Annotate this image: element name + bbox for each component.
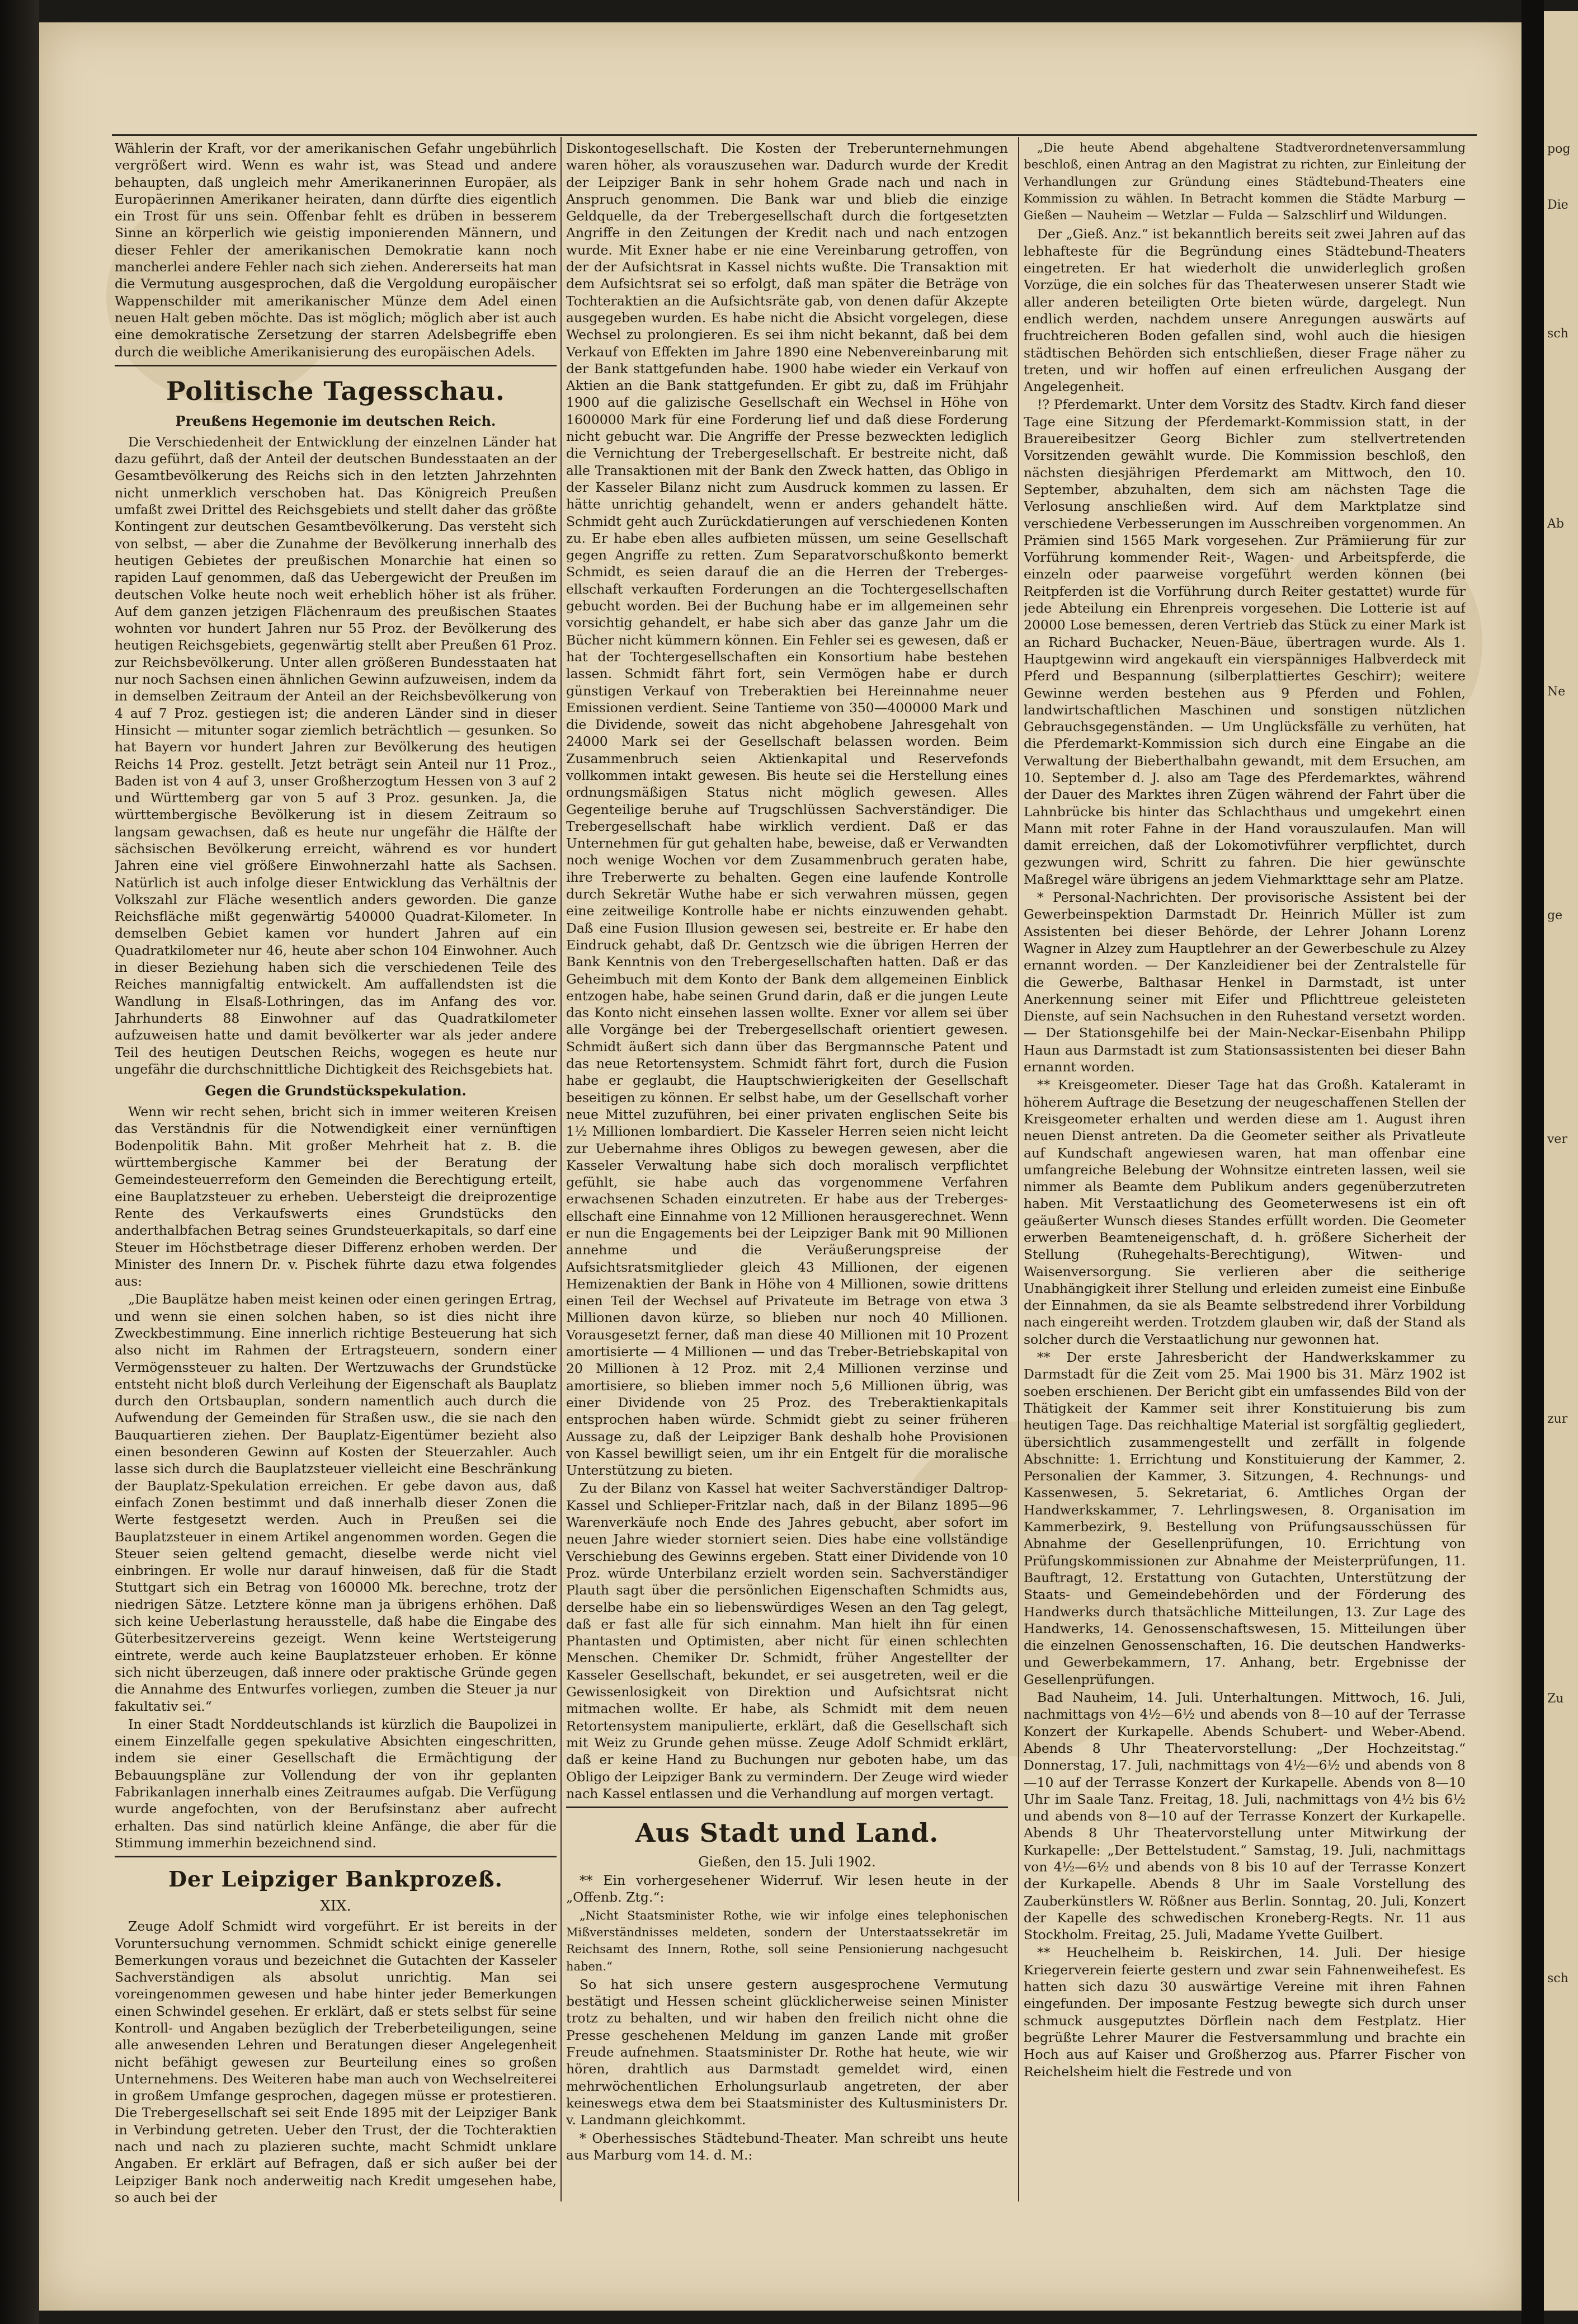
section-rule [115, 365, 557, 366]
section-heading-politische-tagesschau: Politische Tagesschau. [166, 375, 505, 406]
article-paragraph: Bad Nauheim, 14. Juli. Unterhaltungen. Mittwoch, 16. Juli, nachmittags von 4½—6½ und abends von 8—10 auf der Terrasse Konzert der Kurkapelle. Abends Schubert- und Weber-Abend. Abends 8 Uhr Theatervorstellung: „Der Hochzeitstag.“ Donnerstag, 17. Juli, nachmittags von 4½—6½ und abends von 8—10 auf der Terrasse Konzert der Kurkapelle. Abends von 8—10 Uhr im Saale Tanz. Freitag, 18. Juli, nachmittags von 4½ bis 6½ und abends von 8—10 auf der Terrasse Konzert der Kurkapelle. Abends 8 Uhr Theatervorstellung unter Mitwirkung der Kurkapelle: „Der Bettelstudent.“ Samstag, 19. Juli, nachmittags von 4½—6½ und abends von 8 bis 10 auf der Terrasse Konzert der Kurkapelle. Abends 8 Uhr im Saale Vorstellung des Zauberkünstlers W. Rößner aus Berlin. Sonntag, 20. Juli, Konzert der Kapelle des schwedischen Kroneberg-Regts. Nr. 11 aus Stockholm. Freitag, 25. Juli, Madame Yvette Guilbert. [1024, 1690, 1466, 1943]
article-paragraph: Zu der Bilanz von Kassel hat weiter Sachverständiger Daltrop-Kassel und Schlieper-Fritzlar nach, daß in der Bilanz 1895—96 Warenverkäufe noch Ende des Jahres gebucht, aber sofort im neuen Jahre wieder storniert seien. Dies habe eine vollständige Verschiebung des Gewinns ergeben. Statt einer Dividende von 10 Proz. würde Unterbilanz erzielt worden sein. Sachverständiger Plauth sagt über die persönlichen Eigenschaften Schmidts aus, derselbe habe ein so liebenswürdiges Wesen an den Tag gelegt, daß er fast alle für sich einnahm. Man hielt ihn für einen Phantasten und Optimisten, aber nicht für einen schlechten Menschen. Chemiker Dr. Schmidt, früher Angestellter der Kasseler Gesellschaft, bekundet, er sei ausgetreten, weil er die Gewissenlosigkeit von Direktion und Aufsichtsrat nicht mitmachen wollte. Er habe, als Schmidt mit dem neuen Retortensystem manipulierte, erklärt, daß die Gesellschaft sich mit Weiz zu Grunde gehen müsse. Zeuge Adolf Schmidt erklärt, daß er keine Hand zu Buchungen nur geboten habe, um das Obligo der Leipziger Bank zu vermindern. Der Zeuge wird wieder nach Kassel entlassen und die Verhandlung auf morgen vertagt. [566, 1480, 1008, 1801]
column-1 [115, 140, 557, 2210]
adjacent-page-edge [1544, 11, 1578, 2311]
article-quote: „Die heute Abend abgehaltene Stadtverordnetenversammlung beschloß, einen Antrag an den Magistrat zu richten, zur Einleitung der Verhandlungen zur Gründung eines Städtebund-Theaters eine Kommission zu wählen. In Betracht kommen die Städte Marburg — Gießen — Nauheim — Wetzlar — Fulda — Salzschlirf und Wildungen. [1024, 141, 1466, 223]
article-continuation: Wählerin der Kraft, vor der amerikanischen Gefahr ungebührlich vergrößert wird. Wenn es wahr ist, was Stead und andere behaupten, daß ungleich mehr Amerikanerinnen Europäer, als Europäerinnen Amerikaner heiraten, dann dürfte dies eigentlich ein Trost für uns sein. Offenbar fehlt es drüben in besserem Sinne an körperlich wie geistig imponierenden Männern, und dieser Fehler der amerikanischen Demokratie kann noch mancherlei andere Fehler nach sich ziehen. Andererseits hat man die Vermutung ausgesprochen, daß die Vergoldung europäischer Wappenschilder mit amerikanischer Münze dem Adel einen neuen Halt geben möchte. Das ist möglich; möglich aber ist auch eine demokratische Zersetzung der starren Adelsbegriffe eben durch die weibliche Amerikanisierung des europäischen Adels. [115, 140, 557, 360]
adjacent-page-fragment: Die [1547, 198, 1568, 212]
article-paragraph: !? Pferdemarkt. Unter dem Vorsitz des Stadtv. Kirch fand dieser Tage eine Sitzung der Pferdemarkt-Kommission statt, in der Brauereibesitzer Georg Bichler zum stellvertretenden Vorsitzenden gewählt wurde. Die Kommission beschloß, den nächsten diesjährigen Pferdemarkt am Mittwoch, den 10. September, abzuhalten, dem sich am nächsten Tage die Verlosung anschließen wird. Auf dem Marktplatze sind verschiedene Verbesserungen im Ausschreiben vorgenommen. An Prämien sind 1565 Mark vorgesehen. Zur Prämiierung für zur Vorführung kommender Reit-, Wagen- und Arbeitspferde, die einzeln oder paarweise vorgeführt werden können (bei Reitpferden ist die Vorführung durch Reiter gestattet) wurde für jede Abteilung ein Ehrenpreis vorgesehen. Die Lotterie ist auf 20000 Lose bemessen, deren Vertrieb das Stück zu einer Mark ist an Richard Buchacker, Neuen-Bäue, übertragen wurde. Als 1. Hauptgewinn wird angekauft ein vierspänniges Halbverdeck mit Pferd und Bespannung (silberplattiertes Geschirr); weitere Gewinne werden bestehen aus 9 Pferden und Fohlen, landwirtschaftlichen Maschinen und sonstigen nützlichen Gebrauchsgegenständen. — Um Unglücksfälle zu verhüten, hat die Pferdemarkt-Kommission sich durch eine Eingabe an die Verwaltung der Bieberthalbahn gewandt, mit dem Ersuchen, am 10. September d. J. also am Tage des Pferdemarktes, während der Dauer des Marktes ihren Zügen während der Fahrt über die Lahnbrücke bis hinter das Schlachthaus und umgekehrt einen Mann mit roter Fahne in der Hand vorauszulaufen. Man will damit erreichen, daß der Lokomotivführer verpflichtet, durch gezwungen wird, Schritt zu fahren. Die hier gewünschte Maßregel wäre übrigens an jedem Viehmarkttage sehr am Platze. [1024, 397, 1466, 887]
article-paragraph: ** Heuchelheim b. Reiskirchen, 14. Juli. Der hiesige Kriegerverein feierte gestern und zwar sein Fahnenweihefest. Es hatten sich dazu 30 auswärtige Vereine mit ihren Fahnen eingefunden. Der imposante Festzug bewegte sich durch unser schmuck ausgeputztes Dörflein nach dem Festplatz. Hier begrüßte Lehrer Maurer die Festversammlung und brachte ein Hoch aus auf Kaiser und Großherzog aus. Pfarrer Fischer von Reichelsheim hielt die Festrede und von [1024, 1945, 1466, 2080]
adjacent-page-fragment: sch [1547, 1972, 1568, 1986]
adjacent-page-fragment: pog [1547, 142, 1571, 156]
adjacent-page-fragment: Ab [1547, 517, 1564, 531]
article-paragraph: Wenn wir recht sehen, bricht sich in immer weiteren Kreisen das Verständnis für die Notwendigkeit einer vernünftigen Bodenpolitik Bahn. Mit großer Mehrheit hat z. B. die württembergische Kammer bei der Beratung der Gemeindesteuerreform den Gemeinden die Berechtigung erteilt, eine Bauplatzsteuer zu erheben. Uebersteigt die dreiprozentige Rente des Verkaufswerts eines Grundstücks den anderthalbfachen Betrag seines Grundsteuerkapitals, so darf eine Steuer im Höchstbetrage dieser Differenz erhoben werden. Der Minister des Innern Dr. v. Pischek führte dazu etwa folgendes aus: [115, 1104, 557, 1290]
adjacent-page-fragment: Ne [1547, 685, 1566, 699]
article-paragraph: * Oberhessisches Städtebund-Theater. Man schreibt uns heute aus Marburg vom 14. d. M.: [566, 2130, 1008, 2163]
article-quote: „Nicht Staatsminister Rothe, wie wir infolge eines telephonischen Mißverständnisses meldeten, sondern der Unterstaatssekretär im Reichsamt des Innern, Rothe, soll seine Pensionierung nachgesucht haben.“ [566, 1908, 1008, 1973]
column-2 [566, 140, 1008, 2210]
article-continuation: Diskontogesellschaft. Die Kosten der Treberunternehmungen waren höher, als vorauszusehen war. Dadurch wurde der Kredit der Leipziger Bank in sehr hohem Grade nach und nach in Anspruch genommen. Die Bank war und blieb die einzige Geldquelle, da der Trebergesellschaft durch die fortgesetzten Angriffe in den Zeitungen der Kredit nach und nach entzogen wurde. Mit Exner habe er nie eine Vereinbarung getroffen, von der der Aufsichtsrat in Kassel nichts wußte. Die Transaktion mit dem Aufsichtsrat sei so erfolgt, daß man später die Beträge von Tochteraktien an die Aufsichtsräte gab, von denen dafür Akzepte ausgegeben wurden. Es habe nicht die Absicht vorgelegen, diese Wechsel zu prolongieren. Es sei ihm nicht bekannt, daß bei dem Verkauf von Effekten im Jahre 1890 eine Nebenvereinbarung mit der Bank stattgefunden habe. 1900 habe wieder ein Verkauf von Aktien an die Bank stattgefunden. Er gibt zu, daß im Frühjahr 1900 auf die galizische Gesellschaft ein Wechsel in Höhe von 1600000 Mark für eine Forderung lief und daß diese Forderung nicht gebucht war. Die Angriffe der Presse bezweckten lediglich die Vernichtung der Trebergesellschaft. Er bestreite nicht, daß alle Transaktionen mit der Bank den Zweck hatten, das Obligo in der Kasseler Bilanz nicht zum Ausdruck kommen zu lassen. Er hätte unrichtig gehandelt, wenn er anders gehandelt hätte. Schmidt geht auch Zurückdatierungen auf verschiedenen Konten zu. Er habe eben alles aufbieten müssen, um seine Gesellschaft gegen Angriffe zu retten. Zum Separatvorschußkonto bemerkt Schmidt, es seien darauf die an die Herren der Trebergesellschaft verkauften Forderungen an die Tochtergesellschaften gebucht worden. Bei der Buchung habe er im allgemeinen sehr vorsichtig gehandelt, er habe sich aber das ganze Jahr um die Bücher nicht kümmern können. Ein Fehler sei es gewesen, daß er hat der Tochtergesellschaften ein Konsortium habe bestehen lassen. Schmidt fährt fort, sein Vermögen habe er durch günstigen Verkauf von Treberaktien bei Hereinnahme neuer Emissionen verdient. Seine Tantieme von 350—400000 Mark und die Dividende, soweit das nicht abgehobene Jahresgehalt von 24000 Mark sei der Gesellschaft belassen worden. Beim Zusammenbruch seien Aktienkapital und Reservefonds vollkommen intakt gewesen. Bis heute sei die Herstellung eines ordnungsmäßigen Status nicht möglich gewesen. Alles Gegenteilige beruhe auf Trugschlüssen Sachverständiger. Die Trebergesellschaft habe wirklich verdient. Daß er das Unternehmen für gut gehalten habe, beweise, daß er Verwandten noch wenige Wochen vor dem Zusammenbruch geraten habe, ihre Treberwerte zu behalten. Gegen eine laufende Kontrolle durch Sekretär Wuthe habe er sich verwahren müssen, gegen eine zeitweilige Kontrolle habe er nichts einzuwenden gehabt. Daß eine Fusion Illusion gewesen sei, bestreite er. Er habe den Eindruck gehabt, daß Dr. Gentzsch wie die übrigen Herren der Bank Kenntnis von den Trebergesellschaften hatten. Daß er das Geheimbuch mit dem Konto der Bank dem allgemeinen Einblick entzogen habe, habe seinen Grund darin, daß er die jungen Leute das Konto nicht einsehen lassen wollte. Exner vor allem sei über alle Vorgänge bei der Trebergesellschaft orientiert gewesen. Schmidt äußert sich dann über das Bergmannsche Patent und das neue Retortensystem. Schmidt fährt fort, durch die Fusion habe er geglaubt, die Hauptschwierigkeiten der Gesellschaft beseitigen zu können. Er selbst habe, um der Gesellschaft vorher neue Mittel zuzuführen, bei einer privaten englischen Seite bis 1½ Millionen lombardiert. Die Kasseler Herren seien nicht leicht zur Uebernahme ihres Obligos zu bewegen gewesen, aber die Kasseler Verwaltung habe sich doch moralisch verpflichtet gefühlt, sie habe auch das vorgenommene Verfahren erwachsenen Schaden einzutreten. Er habe aus der Trebergesellschaft eine Einnahme von 12 Millionen herausgerechnet. Wenn er nun die Engagements bei der Leipziger Bank mit 90 Millionen annehme und die Veräußerungspreise der Aufsichtsratsmitglieder gleich 43 Millionen, der eigenen Hemizenaktien der Bank in Höhe von 4 Millionen, sowie drittens einen Teil der Wechsel auf Privateute im Betrage von etwa 3 Millionen davon kürze, so blieben nur noch 40 Millionen. Vorausgesetzt ferner, daß man diese 40 Millionen mit 10 Prozent amortisierte — 4 Millionen — und das Treber-Betriebskapital von 20 Millionen à 12 Proz. mit 2,4 Millionen verzinse und amortisiere, so blieben immer noch 5,6 Millionen übrig, was einer Dividende von 25 Proz. des Treberaktienkapitals entsprochen haben würde. Schmidt giebt zu seiner früheren Aussage zu, daß der Leipziger Bank deshalb hohe Provisionen von Kassel bewilligt seien, um ihr ein Entgelt für die moralische Unterstützung zu bieten. [566, 140, 1008, 1479]
article-paragraph: In einer Stadt Norddeutschlands ist kürzlich die Baupolizei in einem Einzelfalle gegen spekulative Absichten eingeschritten, indem sie einer Gesellschaft die Ermächtigung der Bebauungspläne zur Vollendung der von ihr geplanten Fabrikanlagen innerhalb eines Zeitraumes aufgab. Die Verfügung wurde angefochten, von der Berufsinstanz aber aufrecht erhalten. Das sind natürlich kleine Anfänge, die aber für die Stimmung immerhin bezeichnend sind. [115, 1716, 557, 1851]
page-gutter [1522, 0, 1544, 2324]
section-rule [115, 1856, 557, 1857]
article-subheading: Gegen die Grundstückspekulation. [205, 1083, 467, 1099]
article-paragraph: Der „Gieß. Anz.“ ist bekanntlich bereits seit zwei Jahren auf das lebhafteste für die Begründung eines Städtebund-Theaters eingetreten. Er hat wiederholt die unwiderleglich großen Vorzüge, die ein solches für das Theaterwesen unserer Stadt wie aller anderen beteiligten Orte bieten würde, dargelegt. Nun endlich werden, nachdem unsere Anregungen auswärts auf fruchtreicheren Boden gefallen sind, wohl auch die hiesigen städtischen Behörden sich entschließen, dieser Frage näher zu treten, und wir hoffen auf einen erfreulichen Ausgang der Angelegenheit. [1024, 226, 1466, 395]
adjacent-page-fragment: ver [1547, 1132, 1567, 1146]
adjacent-page-fragment: Zu [1547, 1692, 1564, 1706]
article-paragraph: * Personal-Nachrichten. Der provisorische Assistent bei der Gewerbeinspektion Darmstadt Dr. Heinrich Müller ist zum Assistenten bei dieser Behörde, der Lehrer Johann Lorenz Wagner in Alzey zum Hauptlehrer an der Gewerbeschule zu Alzey ernannt worden. — Der Kanzleidiener bei der Zentralstelle für die Gewerbe, Balthasar Henkel in Darmstadt, ist unter Anerkennung seiner mit Eifer und Pflichttreue geleisteten Dienste, auf sein Nachsuchen in den Ruhestand versetzt worden. — Der Stationsgehilfe bei der Main-Neckar-Eisenbahn Philipp Haun aus Darmstadt ist zum Stationsassistenten bei dieser Bahn ernannt worden. [1024, 890, 1466, 1075]
column-3 [1024, 140, 1466, 2210]
adjacent-page-fragment: zur [1547, 1412, 1568, 1426]
section-heading-bankprozess: Der Leipziger Bankprozeß. [168, 1866, 503, 1892]
article-paragraph: ** Ein vorhergesehener Widerruf. Wir lesen heute in der „Offenb. Ztg.“: [566, 1873, 1008, 1906]
section-rule [566, 1806, 1008, 1808]
adjacent-page-fragment: ge [1547, 909, 1563, 923]
top-rule [112, 134, 1477, 136]
column-divider [1018, 137, 1019, 2201]
article-paragraph: So hat sich unsere gestern ausgesprochene Vermutung bestätigt und Hessen scheint glücklicherweise seinen Minister trotz zu behalten, und wir haben den freilich nicht ohne die Presse geschehenen Meldung im ganzen Lande mit großer Freude aufnehmen. Staatsminister Dr. Rothe hat heute, wie wir hören, drahtlich aus Darmstadt gemeldet wird, einen mehrwöchentlichen Erholungsurlaub angetreten, der aber keineswegs etwa dem bei Staatsminister des Kultusministers Dr. v. Landmann gleichkommt. [566, 1976, 1008, 2128]
column-divider [560, 137, 562, 2201]
article-paragraph: ** Der erste Jahresbericht der Handwerkskammer zu Darmstadt für die Zeit vom 25. Mai 1900 bis 31. März 1902 ist soeben erschienen. Der Bericht gibt ein umfassendes Bild von der Thätigkeit der Kammer seit ihrer Konstituierung bis zum heutigen Tage. Das reichhaltige Material ist sorgfältig gegliedert, übersichtlich zusammengestellt und zerfällt in folgende Abschnitte: 1. Errichtung und Konstituierung der Kammer, 2. Personalien der Kammer, 3. Sitzungen, 4. Rechnungs- und Kassenwesen, 5. Sekretariat, 6. Amtliches Organ der Handwerkskammer, 7. Lehrlingswesen, 8. Organisation im Kammerbezirk, 9. Bestellung von Prüfungsausschüssen für Abnahme der Gesellenprüfungen, 10. Errichtung von Prüfungskommissionen zur Abnahme der Meisterprüfungen, 11. Bauftragt, 12. Erstattung von Gutachten, Unterstützung der Staats- und Gemeindebehörden und der Förderung des Handwerks durch thatsächliche Mitteilungen, 13. Zur Lage des Handwerks, 14. Genossenschaftswesen, 15. Mitteilungen über die einzelnen Genossenschaften, 16. Die deutschen Handwerks- und Gewerbekammern, 17. Anhang, betr. Ergebnisse der Gesellenprüfungen. [1024, 1349, 1466, 1687]
article-paragraph: Die Verschiedenheit der Entwicklung der einzelnen Länder hat dazu geführt, daß der Anteil der deutschen Bundesstaaten an der Gesamtbevölkerung des Reichs sich in den letzten Jahrzehnten nicht unmerklich verschoben hat. Das Königreich Preußen umfaßt zwei Drittel des Reichsgebiets und stellt daher das größte Kontingent zur deutschen Gesamtbevölkerung. Das versteht sich von selbst, — aber die Zunahme der Bevölkerung innerhalb des heutigen Gebietes der preußischen Monarchie hat einen so rapiden Lauf genommen, daß das Uebergewicht der Preußen im deutschen Volke heute noch weit erheblich höher ist als früher. Auf dem ganzen jetzigen Flächenraum des preußischen Staates wohnten vor hundert Jahren nur 55 Proz. der Bevölkerung des heutigen Reichsgebiets, gegenwärtig stellt aber Preußen 61 Proz. zur Reichsbevölkerung. Unter allen größeren Bundesstaaten hat nur noch Sachsen einen ähnlichen Gewinn aufzuweisen, indem da in demselben Zeitraum der Anteil an der Reichsbevölkerung von 4 auf 7 Proz. gestiegen ist; die anderen Länder sind in dieser Hinsicht — mitunter sogar ziemlich beträchtlich — gesunken. So hat Bayern vor hundert Jahren zur Bevölkerung des heutigen Reichs 14 Proz. gestellt. Jetzt beträgt sein Anteil nur 11 Proz., Baden ist von 4 auf 3, unser Großherzogtum Hessen von 3 auf 2 und Württemberg gar von 5 auf 3 Proz. gesunken. Ja, die württembergische Bevölkerung ist in diesem Zeitraum so langsam gewachsen, daß es heute nur ungefähr die Hälfte der sächsischen Bevölkerung erreicht, während es vor hundert Jahren eine viel größere Einwohnerzahl hatte als Sachsen. Natürlich ist auch infolge dieser Entwicklung das Verhältnis der Volkszahl zur Fläche wesentlich anders geworden. Die ganze Reichsfläche mißt gegenwärtig 540000 Quadrat-Kilometer. In demselben Gebiet kamen vor hundert Jahren auf ein Quadratkilometer nur 46, heute aber schon 104 Einwohner. Auch in dieser Beziehung haben sich die verschiedenen Teile des Reiches mannigfaltig entwickelt. Am auffallendsten ist die Wandlung in Elsaß-Lothringen, das im Anfang des vor. Jahrhunderts 88 Einwohner auf das Quadratkilometer aufzuweisen hatte und damit bevölkerter war als jeder andere Teil des heutigen Deutschen Reichs, wogegen es heute nur ungefähr die durchschnittliche Dichtigkeit des Reichsgebiets hat. [115, 434, 557, 1077]
article-subheading: Preußens Hegemonie im deutschen Reich. [175, 412, 496, 429]
article-paragraph: Zeuge Adolf Schmidt wird vorgeführt. Er ist bereits in der Voruntersuchung vernommen. Schmidt schickt einige generelle Bemerkungen voraus und bezeichnet die Gutachten der Kasseler Sachverständigen als absolut unrichtig. Man sei voreingenommen gewesen und habe hinter jeder Bemerkungen einen Schwindel gesehen. Er erklärt, daß er stets selbst für seine Kontroll- und Angaben bezüglich der Treberbeteiligungen, seine alle anwesenden Lehren und Beratungen dieser Angelegenheit nicht befähigt gewesen zur Beurteilung eines so großen Unternehmens. Des Weiteren habe man auch von Wechselreiterei in großem Umfange gesprochen, dagegen müsse er protestieren. Die Trebergesellschaft sei seit Ende 1895 mit der Leipziger Bank in Verbindung getreten. Ueber den Trust, der die Tochteraktien nach und nach zu plazieren suchte, macht Schmidt unklare Angaben. Er erklärt auf Befragen, daß er sich außer bei der Leipziger Bank noch anderweitig nach Kredit umgesehen habe, so auch bei der [115, 1918, 557, 2205]
article-quote: „Die Bauplätze haben meist keinen oder einen geringen Ertrag, und wenn sie einen solchen haben, so ist dies nicht ihre Zweckbestimmung. Eine innerlich richtige Besteuerung hat sich also nicht im Rahmen der Ertragsteuern, sondern einer Vermögenssteuer zu halten. Der Wertzuwachs der Grundstücke entsteht nicht bloß durch Verleihung der Eigenschaft als Bauplatz durch den Ortsbauplan, sondern namentlich auch durch die Aufwendung der Gemeinden für Straßen usw., die sie nach den Bauquartieren ziehen. Der Bauplatz-Eigentümer bezieht also einen besonderen Gewinn auf Kosten der Steuerzahler. Auch lasse sich durch die Bauplatzsteuer vielleicht eine Beschränkung der Bauplatz-Spekulation erreichen. Er gebe davon aus, daß einfach Zonen bestimmt und daß innerhalb dieser Zonen die Werte festgesetzt werden. Auch in Preußen sei die Bauplatzsteuer in einem Artikel angenommen worden. Gegen die Steuer seien geltend gemacht, dieselbe werde nicht viel einbringen. Er wolle nur darauf hinweisen, daß für die Stadt Stuttgart sich ein Betrag von 160000 Mk. berechne, trotz der niedrigen Sätze. Letztere könne man ja übrigens erhöhen. Daß sich keine Ueberlastung herausstelle, daß habe die Eingabe des Güterbesitzervereins gezeigt. Wenn keine Wertsteigerung eintrete, werde auch keine Bauplatzsteuer erhoben. Er könne sich nicht überzeugen, daß innere oder praktische Gründe gegen die Annahme des Entwurfes vorliegen, zumben die Steuer ja nur fakultativ sei.“ [115, 1291, 557, 1714]
scan-background-left [0, 0, 39, 2324]
adjacent-page-fragment: sch [1547, 327, 1568, 341]
section-heading-aus-stadt-und-land: Aus Stadt und Land. [635, 1818, 939, 1848]
article-paragraph: ** Kreisgeometer. Dieser Tage hat das Großh. Kataleramt in höherem Auftrage die Besetzung der neugeschaffenen Stellen der Kreisgeometer erhalten und werden diese am 1. August ihren neuen Dienst antreten. Da die Geometer seither als Privatleute auf Kundschaft angewiesen waren, hat man offenbar eine umfangreiche Belebung der Wohnsitze eintreten lassen, weil sie nimmer als Beamte dem Publikum anders gegenüberzutreten haben. Mit Verstaatlichung des Geometerwesens ist ein oft geäußerter Wunsch dieses Standes erfüllt worden. Die Geometer erwerben Beamteneigenschaft, d. h. größere Sicherheit der Stellung (Ruhegehalts-Berechtigung), Witwen- und Waisenversorgung. Sie verlieren aber die seitherige Unabhängigkeit ihrer Stellung und erleiden zumeist eine Einbuße der Einnahmen, da sie als Beamte selbstredend ihrer Vorbildung nach eingereiht werden. Trotzdem glauben wir, daß der Stand als solcher durch die Verstaatlichung nur gewonnen hat. [1024, 1077, 1466, 1347]
dateline: Gießen, den 15. Juli 1902. [698, 1854, 876, 1870]
installment-number: XIX. [320, 1898, 351, 1915]
